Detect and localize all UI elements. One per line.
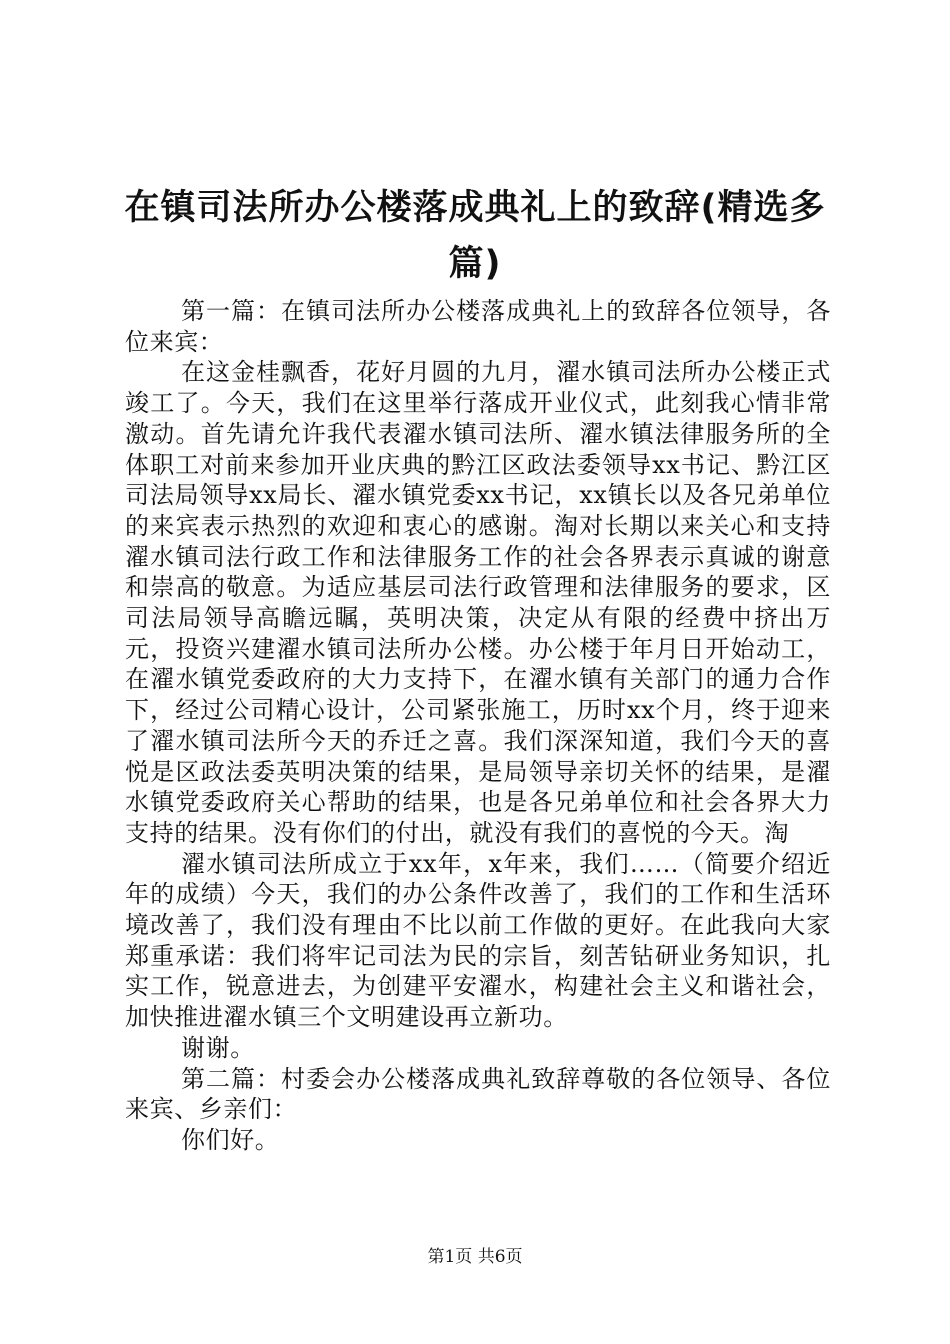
paragraph-second-article: 第二篇：村委会办公楼落成典礼致辞尊敬的各位领导、各位来宾、乡亲们：	[125, 1064, 831, 1124]
paragraph-main: 在这金桂飘香，花好月圆的九月，濯水镇司法所办公楼正式竣工了。今天，我们在这里举行落成开业仪式，此刻我心情非常激动。首先请允许我代表濯水镇司法所、濯水镇法律服务所的全体职工对前来参加开业庆典的黔江区政法委领导xx书记、黔江区司法局领导xx局长、濯水镇党委xx书记，xx镇长以及各兄弟单位的来宾表示热烈的欢迎和衷心的感谢。淘对长期以来关心和支持濯水镇司法行政工作和法律服务工作的社会各界表示真诚的谢意和崇高的敬意。为适应基层司法行政管理和法律服务的要求，区司法局领导高瞻远瞩，英明决策，决定从有限的经费中挤出万元，投资兴建濯水镇司法所办公楼。办公楼于年月日开始动工，在濯水镇党委政府的大力支持下，在濯水镇有关部门的通力合作下，经过公司精心设计，公司紧张施工，历时xx个月，终于迎来了濯水镇司法所今天的乔迁之喜。我们深深知道，我们今天的喜悦是区政法委英明决策的结果，是局领导亲切关怀的结果，是濯水镇党委政府关心帮助的结果，也是各兄弟单位和社会各界大力支持的结果。没有你们的付出，就没有我们的喜悦的今天。淘	[125, 358, 831, 847]
document-title: 在镇司法所办公楼落成典礼上的致辞(精选多篇)	[124, 188, 826, 284]
page-number-footer: 第1页 共6页	[427, 1247, 523, 1267]
paragraph-thanks: 谢谢。	[181, 1033, 255, 1062]
paragraph-achievements: 濯水镇司法所成立于xx年，x年来，我们……（简要介绍近年的成绩）今天，我们的办公条件改善了，我们的工作和生活环境改善了，我们没有理由不比以前工作做的更好。在此我向大家郑重承诺：我们将牢记司法为民的宗旨，刻苦钻研业务知识，扎实工作，锐意进去，为创建平安濯水，构建社会主义和谐社会，加快推进濯水镇三个文明建设再立新功。	[125, 849, 831, 1032]
paragraph-greeting: 你们好。	[181, 1125, 280, 1154]
document-body	[125, 296, 831, 1156]
paragraph-intro: 第一篇：在镇司法所办公楼落成典礼上的致辞各位领导，各位来宾：	[125, 297, 831, 356]
